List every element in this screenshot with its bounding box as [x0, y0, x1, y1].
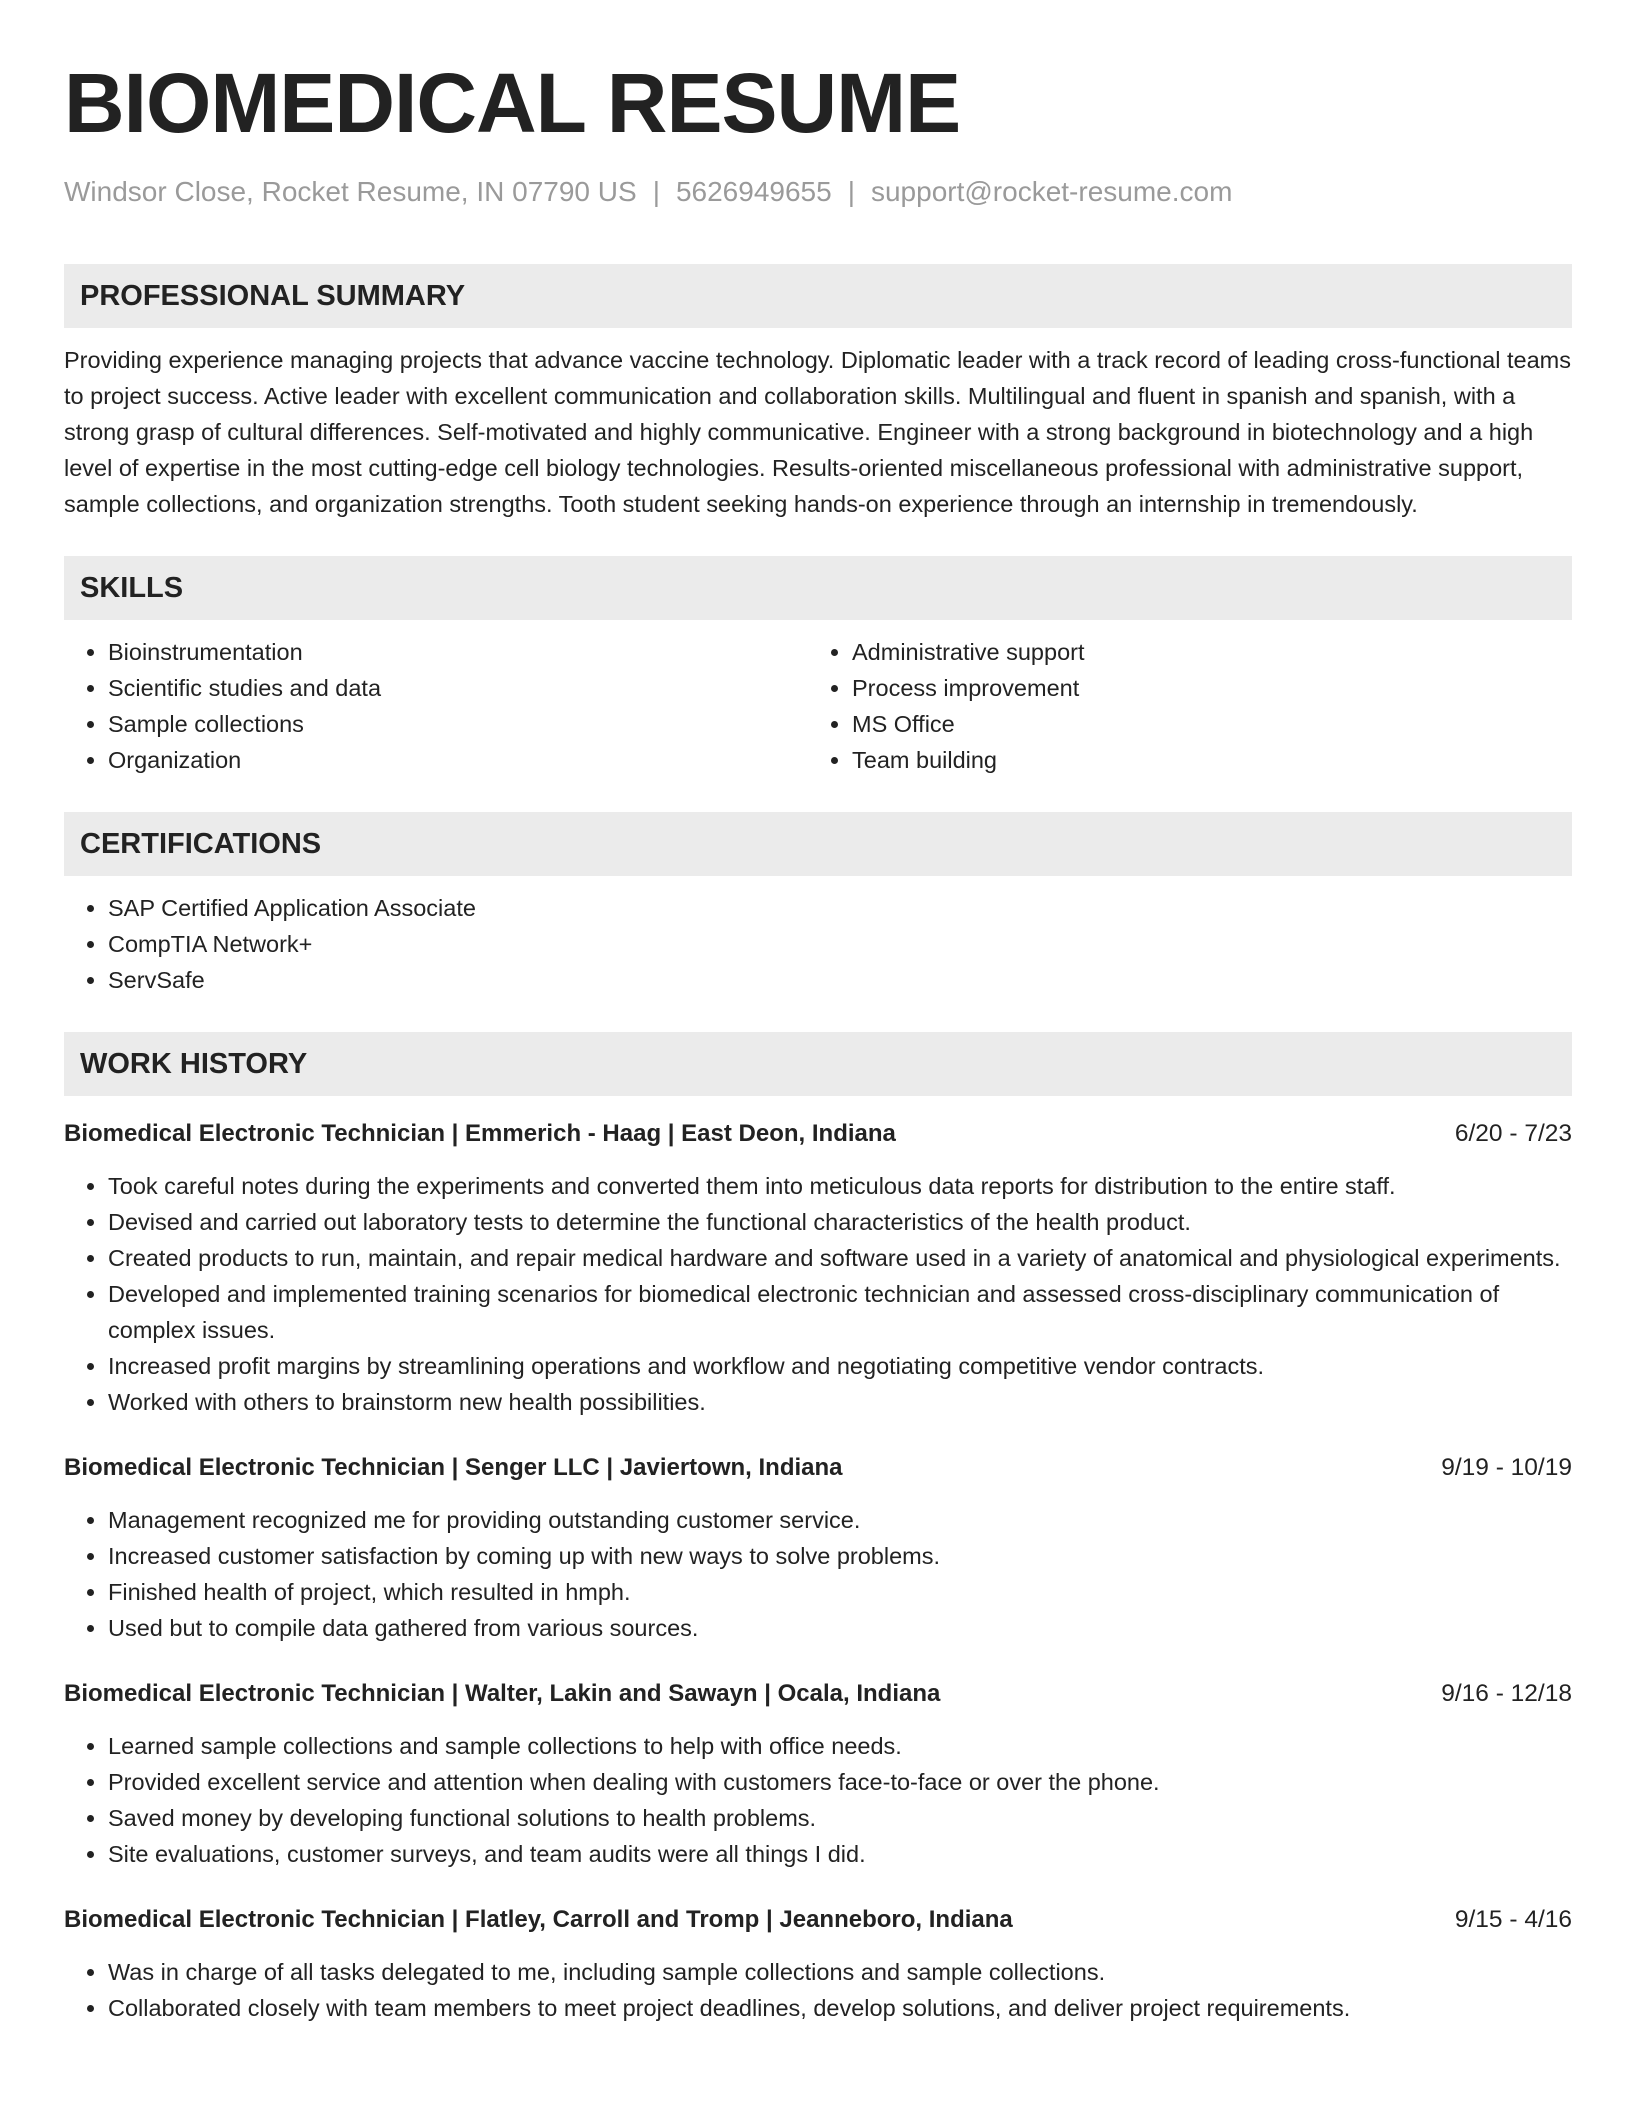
job-bullet: • Learned sample collections and sample collections to help with office needs. — [108, 1728, 1572, 1764]
skill-item: • Sample collections — [108, 706, 808, 742]
work-history-heading: WORK HISTORY — [80, 1047, 308, 1080]
job-bullet: • Management recognized me for providing outstanding customer service. — [108, 1502, 1572, 1538]
contact-separator: | — [652, 176, 660, 207]
job-bullets — [64, 1502, 1572, 1646]
skills-heading-bar — [64, 556, 1572, 620]
certifications-heading-bar — [64, 812, 1572, 876]
summary-text: Providing experience managing projects that advance vaccine technology. Diplomatic leader with a track record of leading cross-functional teams to project success. Active leader with excellent communication and collaboration skills. Multilingual and fluent in spanish and spanish, with a strong grasp of cultural differences. Self-motivated and highly communicative. Engineer with a strong background in biotechnology and a high level of expertise in the most cutting-edge cell biology technologies. Results-oriented miscellaneous professional with administrative support, sample collections, and organization strengths. Tooth student seeking hands-on experience through an internship in tremendously. — [64, 347, 1571, 517]
certification-item: • CompTIA Network+ — [108, 926, 1572, 962]
job-dates: 9/19 - 10/19 — [1441, 1454, 1572, 1481]
job-bullet: • Site evaluations, customer surveys, and team audits were all things I did. — [108, 1836, 1572, 1872]
certifications-list — [64, 890, 1572, 998]
job-bullet: • Took careful notes during the experiments and converted them into meticulous data reports for distribution to the entire staff. — [108, 1168, 1572, 1204]
job-bullet: • Collaborated closely with team members to meet project deadlines, develop solutions, and deliver project requirements. — [108, 1990, 1572, 2026]
skills-column-right — [808, 634, 1552, 778]
skill-item: • Organization — [108, 742, 808, 778]
job-dates: 9/15 - 4/16 — [1454, 1906, 1572, 1933]
job-entry — [64, 1116, 1572, 1420]
job-title: Biomedical Electronic Technician | Senger LLC | Javiertown, Indiana — [64, 1454, 843, 1481]
resume-title: BIOMEDICAL RESUME — [64, 56, 961, 150]
job-header — [64, 1116, 1572, 1152]
job-title: Biomedical Electronic Technician | Walter, Lakin and Sawayn | Ocala, Indiana — [64, 1680, 941, 1707]
job-bullet: • Saved money by developing functional solutions to health problems. — [108, 1800, 1572, 1836]
job-entry — [64, 1902, 1572, 2026]
certification-item: • SAP Certified Application Associate — [108, 890, 1572, 926]
skills-column-left — [64, 634, 808, 778]
skills-heading: SKILLS — [80, 571, 184, 604]
skill-item: • Team building — [852, 742, 1552, 778]
job-title: Biomedical Electronic Technician | Emmerich - Haag | East Deon, Indiana — [64, 1120, 896, 1147]
job-header — [64, 1676, 1572, 1712]
summary-heading: PROFESSIONAL SUMMARY — [80, 279, 466, 312]
work-history-heading-bar — [64, 1032, 1572, 1096]
job-title: Biomedical Electronic Technician | Flatley, Carroll and Tromp | Jeanneboro, Indiana — [64, 1906, 1013, 1933]
skills-list — [64, 634, 1572, 778]
certifications-heading: CERTIFICATIONS — [80, 827, 322, 860]
job-header — [64, 1450, 1572, 1486]
contact-line — [64, 172, 1572, 212]
job-bullet: • Developed and implemented training scenarios for biomedical electronic technician and assessed cross-disciplinary communication of complex issues. — [108, 1276, 1572, 1348]
skill-item: • Bioinstrumentation — [108, 634, 808, 670]
job-bullet: • Was in charge of all tasks delegated to me, including sample collections and sample collections. — [108, 1954, 1572, 1990]
job-entry — [64, 1676, 1572, 1872]
skill-item: • MS Office — [852, 706, 1552, 742]
resume-page — [64, 48, 1572, 2026]
skill-item: • Process improvement — [852, 670, 1552, 706]
job-bullet: • Used but to compile data gathered from various sources. — [108, 1610, 1572, 1646]
job-bullet: • Worked with others to brainstorm new health possibilities. — [108, 1384, 1572, 1420]
job-dates: 6/20 - 7/23 — [1454, 1120, 1572, 1147]
job-bullets — [64, 1168, 1572, 1420]
summary-heading-bar — [64, 264, 1572, 328]
job-bullets — [64, 1728, 1572, 1872]
job-entry — [64, 1450, 1572, 1646]
job-header — [64, 1902, 1572, 1938]
job-bullet: • Increased profit margins by streamlining operations and workflow and negotiating competitive vendor contracts. — [108, 1348, 1572, 1384]
job-bullet: • Finished health of project, which resulted in hmph. — [108, 1574, 1572, 1610]
job-bullet: • Created products to run, maintain, and repair medical hardware and software used in a variety of anatomical and physiological experiments. — [108, 1240, 1572, 1276]
certification-item: • ServSafe — [108, 962, 1572, 998]
job-bullet: • Devised and carried out laboratory tests to determine the functional characteristics of the health product. — [108, 1204, 1572, 1240]
skill-item: • Administrative support — [852, 634, 1552, 670]
contact-separator: | — [847, 176, 855, 207]
contact-phone: 5626949655 — [675, 176, 832, 207]
skill-item: • Scientific studies and data — [108, 670, 808, 706]
job-dates: 9/16 - 12/18 — [1441, 1680, 1572, 1707]
work-history-list — [64, 1116, 1572, 2026]
contact-email: support@rocket-resume.com — [870, 176, 1233, 207]
job-bullets — [64, 1954, 1572, 2026]
contact-address: Windsor Close, Rocket Resume, IN 07790 US — [64, 176, 637, 207]
job-bullet: • Increased customer satisfaction by coming up with new ways to solve problems. — [108, 1538, 1572, 1574]
job-bullet: • Provided excellent service and attention when dealing with customers face-to-face or over the phone. — [108, 1764, 1572, 1800]
